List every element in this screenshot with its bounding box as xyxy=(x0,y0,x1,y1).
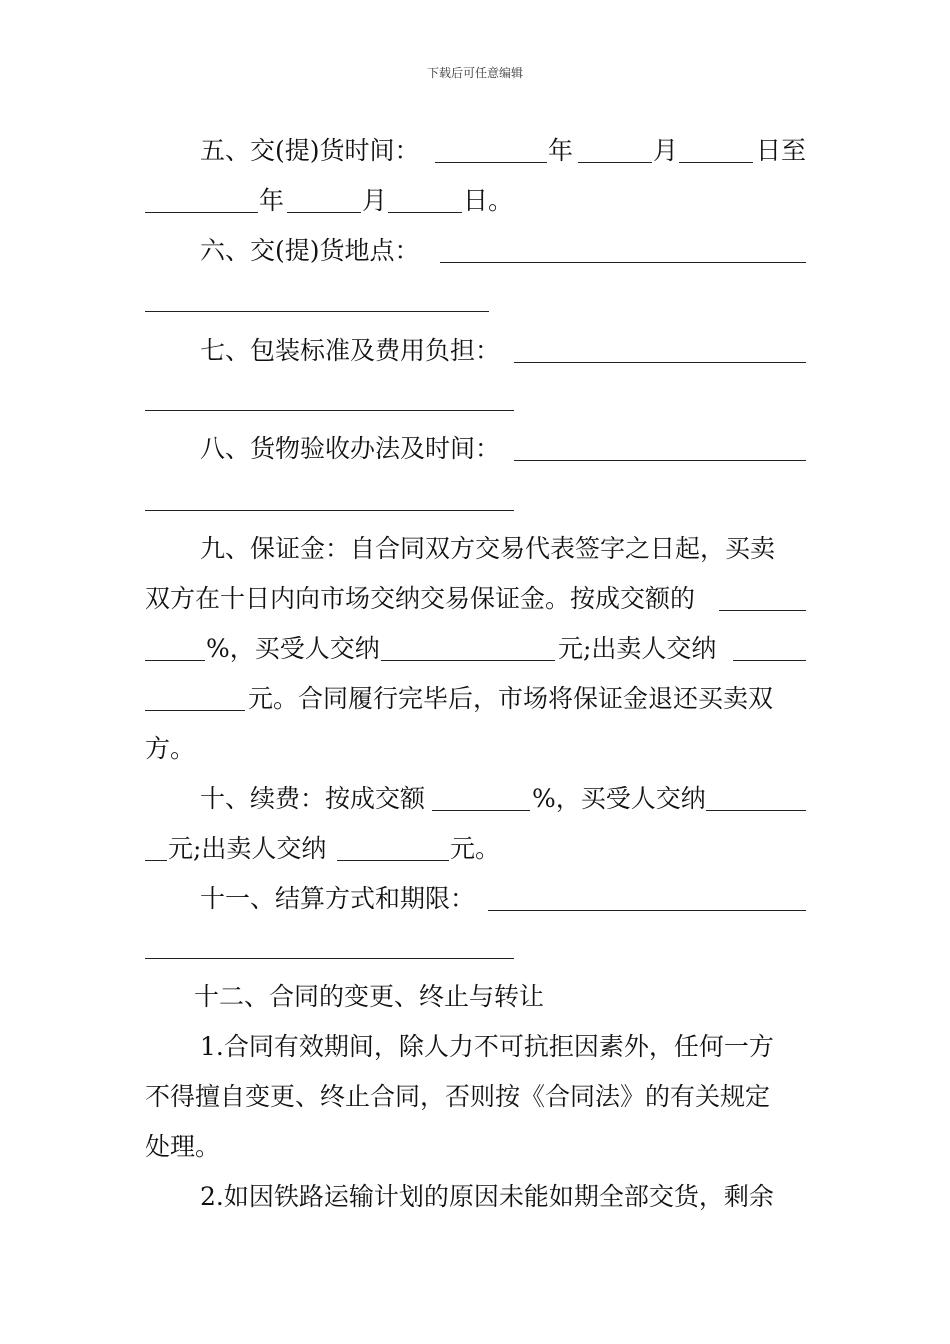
blank-line xyxy=(719,610,806,611)
clause-5-month: 月 xyxy=(653,136,679,165)
blank-line xyxy=(578,162,652,163)
clause-10-line-2b: 元。 xyxy=(450,834,501,863)
blank-line xyxy=(145,510,514,511)
clause-9-line-4: 元。合同履行完毕后，市场将保证金退还买卖双 xyxy=(248,684,774,713)
blank-line xyxy=(706,810,806,811)
clause-9-line-2: 双方在十日内向市场交纳交易保证金。按成交额的 xyxy=(145,584,696,613)
blank-line xyxy=(514,460,806,461)
blank-line xyxy=(145,860,167,861)
clause-8-label: 八、货物验收办法及时间： xyxy=(200,434,501,463)
page-header: 下载后可任意编辑 xyxy=(426,66,523,80)
clause-5-year-2: 年 xyxy=(259,186,285,215)
clause-10-line-1b: %，买受人交纳 xyxy=(532,784,706,813)
clause-10-line-2a: 元;出卖人交纳 xyxy=(168,834,327,863)
blank-line xyxy=(145,311,489,312)
blank-line xyxy=(388,212,462,213)
clause-9-line-1: 九、保证金：自合同双方交易代表签字之日起，买卖 xyxy=(200,534,776,563)
clause-6-label: 六、交(提)货地点： xyxy=(200,236,420,265)
blank-line xyxy=(679,162,753,163)
clause-12-2-line-1: 2.如因铁路运输计划的原因未能如期全部交货，剩余 xyxy=(200,1182,774,1211)
blank-line xyxy=(435,162,547,163)
blank-line xyxy=(514,362,806,363)
clause-11-label: 十一、结算方式和期限： xyxy=(200,884,476,913)
clause-9-line-3a: %，买受人交纳 xyxy=(206,634,380,663)
blank-line xyxy=(381,660,555,661)
clause-5-day-to: 日至 xyxy=(756,136,807,165)
blank-line xyxy=(145,958,514,959)
blank-line xyxy=(145,212,258,213)
blank-line xyxy=(287,212,361,213)
clause-5-label: 五、交(提)货时间： xyxy=(200,136,420,165)
clause-12-1-line-2: 不得擅自变更、终止合同，否则按《合同法》的有关规定 xyxy=(145,1082,771,1111)
clause-12-title: 十二、合同的变更、终止与转让 xyxy=(194,982,545,1011)
clause-5-day-end: 日。 xyxy=(463,186,514,215)
clause-5-month-2: 月 xyxy=(362,186,388,215)
blank-line xyxy=(432,810,530,811)
blank-line xyxy=(733,660,806,661)
clause-10-line-1a: 十、续费：按成交额 xyxy=(200,784,426,813)
blank-line xyxy=(488,910,806,911)
blank-line xyxy=(145,710,245,711)
clause-12-1-line-1: 1.合同有效期间，除人力不可抗拒因素外，任何一方 xyxy=(200,1032,774,1061)
blank-line xyxy=(440,262,806,263)
clause-9-line-3b: 元;出卖人交纳 xyxy=(558,634,717,663)
blank-line xyxy=(145,660,205,661)
clause-5-year: 年 xyxy=(548,136,574,165)
blank-line xyxy=(145,410,514,411)
clause-12-1-line-3: 处理。 xyxy=(145,1132,221,1161)
clause-9-line-5: 方。 xyxy=(145,734,196,763)
clause-7-label: 七、包装标准及费用负担： xyxy=(200,336,501,365)
blank-line xyxy=(337,860,449,861)
